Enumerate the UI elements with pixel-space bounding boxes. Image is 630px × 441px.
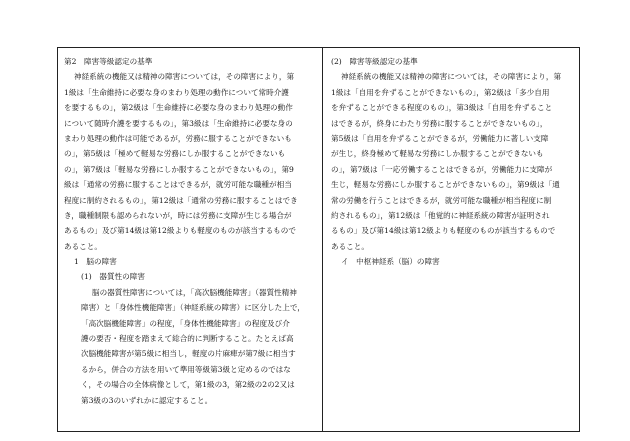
section-title-central-nervous: イ 中枢神経系（脳）の障害: [341, 257, 440, 267]
right-column: [331, 54, 575, 269]
right-intro-line: が生じ，終身極めて軽易な労務にしか服することができないも: [331, 149, 544, 159]
right-intro-line: 約されるもの」，第12級は「他覚的に神経系統の障害が証明され: [331, 210, 550, 220]
left-column: [64, 54, 316, 408]
comparison-table: [57, 47, 580, 432]
left-intro-line: まわり処理の動作は可能であるが，労務に服することができないも: [64, 133, 292, 143]
right-intro-line: の」，第7級は「一応労働することはできるが，労働能力に支障が: [331, 164, 553, 174]
left-intro-line: き，職種制限も認められないが，時には労務に支障が生じる場合が: [64, 210, 292, 220]
left-body-line: 護の要否・程度を踏まえて総合的に判断すること。たとえば高: [81, 334, 294, 344]
section-title-brain: 1 脳の障害: [74, 257, 117, 267]
right-intro-line: を弁ずることができる程度のもの」，第3級は「自用を弁ずること: [331, 103, 553, 113]
left-body-line: るから，併合の方法を用いて準用等級第3級と定めるのではな: [81, 364, 291, 374]
right-intro-line: 常の労働を行うことはできるが，就労可能な職種が相当程度に制: [331, 195, 552, 205]
right-intro-line: 1級は「自用を弁ずることができないもの」，第2級は「多少自用: [331, 87, 550, 97]
left-body-line: く，その場合の全体病像として，第1級の3，第2級の2の2又は: [81, 380, 295, 390]
right-intro-line: 生じ，軽易な労務にしか服することができないもの」，第9級は「通: [331, 180, 560, 190]
right-intro-line: 神経系統の機能又は精神の障害については，その障害により，第: [341, 72, 562, 82]
left-intro-line: について随時介護を要するもの」，第3級は「生命維持に必要な身の: [64, 118, 293, 128]
left-body-line: 障害）と「身体性機能障害」（神経系統の障害）に区分した上で，: [81, 303, 305, 313]
right-intro-line: るもの」及び第14級は第12級よりも軽度のものが該当するもので: [331, 226, 556, 236]
left-intro-line: 程度に制約されるもの」，第12級は「通常の労務に服することはでき: [64, 195, 298, 205]
left-intro-line: あるもの」及び第14級は第12級よりも軽度のものが該当するもので: [64, 226, 296, 236]
left-intro-line: の」，第7級は「軽易な労務にしか服することができないもの」，第9: [64, 164, 294, 174]
left-intro-line: を要するもの」，第2級は「生命維持に必要な身のまわり処理の動作: [64, 103, 293, 113]
left-intro-line: の」，第5級は「極めて軽易な労務にしか服することができないも: [64, 149, 286, 159]
left-intro-line: 神経系統の機能又は精神の障害については，その障害により，第: [74, 72, 295, 82]
right-intro-line: あること。: [331, 241, 369, 251]
column-divider: [322, 48, 323, 431]
right-intro-line: はできるが，終身にわたり労務に服することができないもの」，: [331, 118, 548, 128]
left-body-line: 「高次脳機能障害」の程度，「身体性機能障害」の程度及び介: [81, 318, 290, 328]
left-intro-line: 級は「通常の労務に服することはできるが，就労可能な職種が相当: [64, 180, 292, 190]
subsection-title-organic: (1) 器質性の障害: [81, 272, 145, 282]
left-heading: 第2 障害等級認定の基準: [64, 57, 153, 66]
left-body-line: 次脳機能障害が第5級に相当し，軽度の片麻痺が第7級に相当す: [81, 349, 296, 359]
right-heading: (2) 障害等級認定の基準: [331, 57, 418, 66]
left-body-line: 第3級の3のいずれかに認定すること。: [81, 395, 213, 405]
left-intro-line: あること。: [64, 241, 102, 251]
left-body-line: 脳の器質性障害については，「高次脳機能障害」（器質性精神: [92, 287, 297, 297]
left-intro-line: 1級は「生命維持に必要な身のまわり処理の動作について常時介護: [64, 87, 289, 97]
right-intro-line: 第5級は「自用を弁ずることができるが，労働能力に著しい支障: [331, 133, 549, 143]
